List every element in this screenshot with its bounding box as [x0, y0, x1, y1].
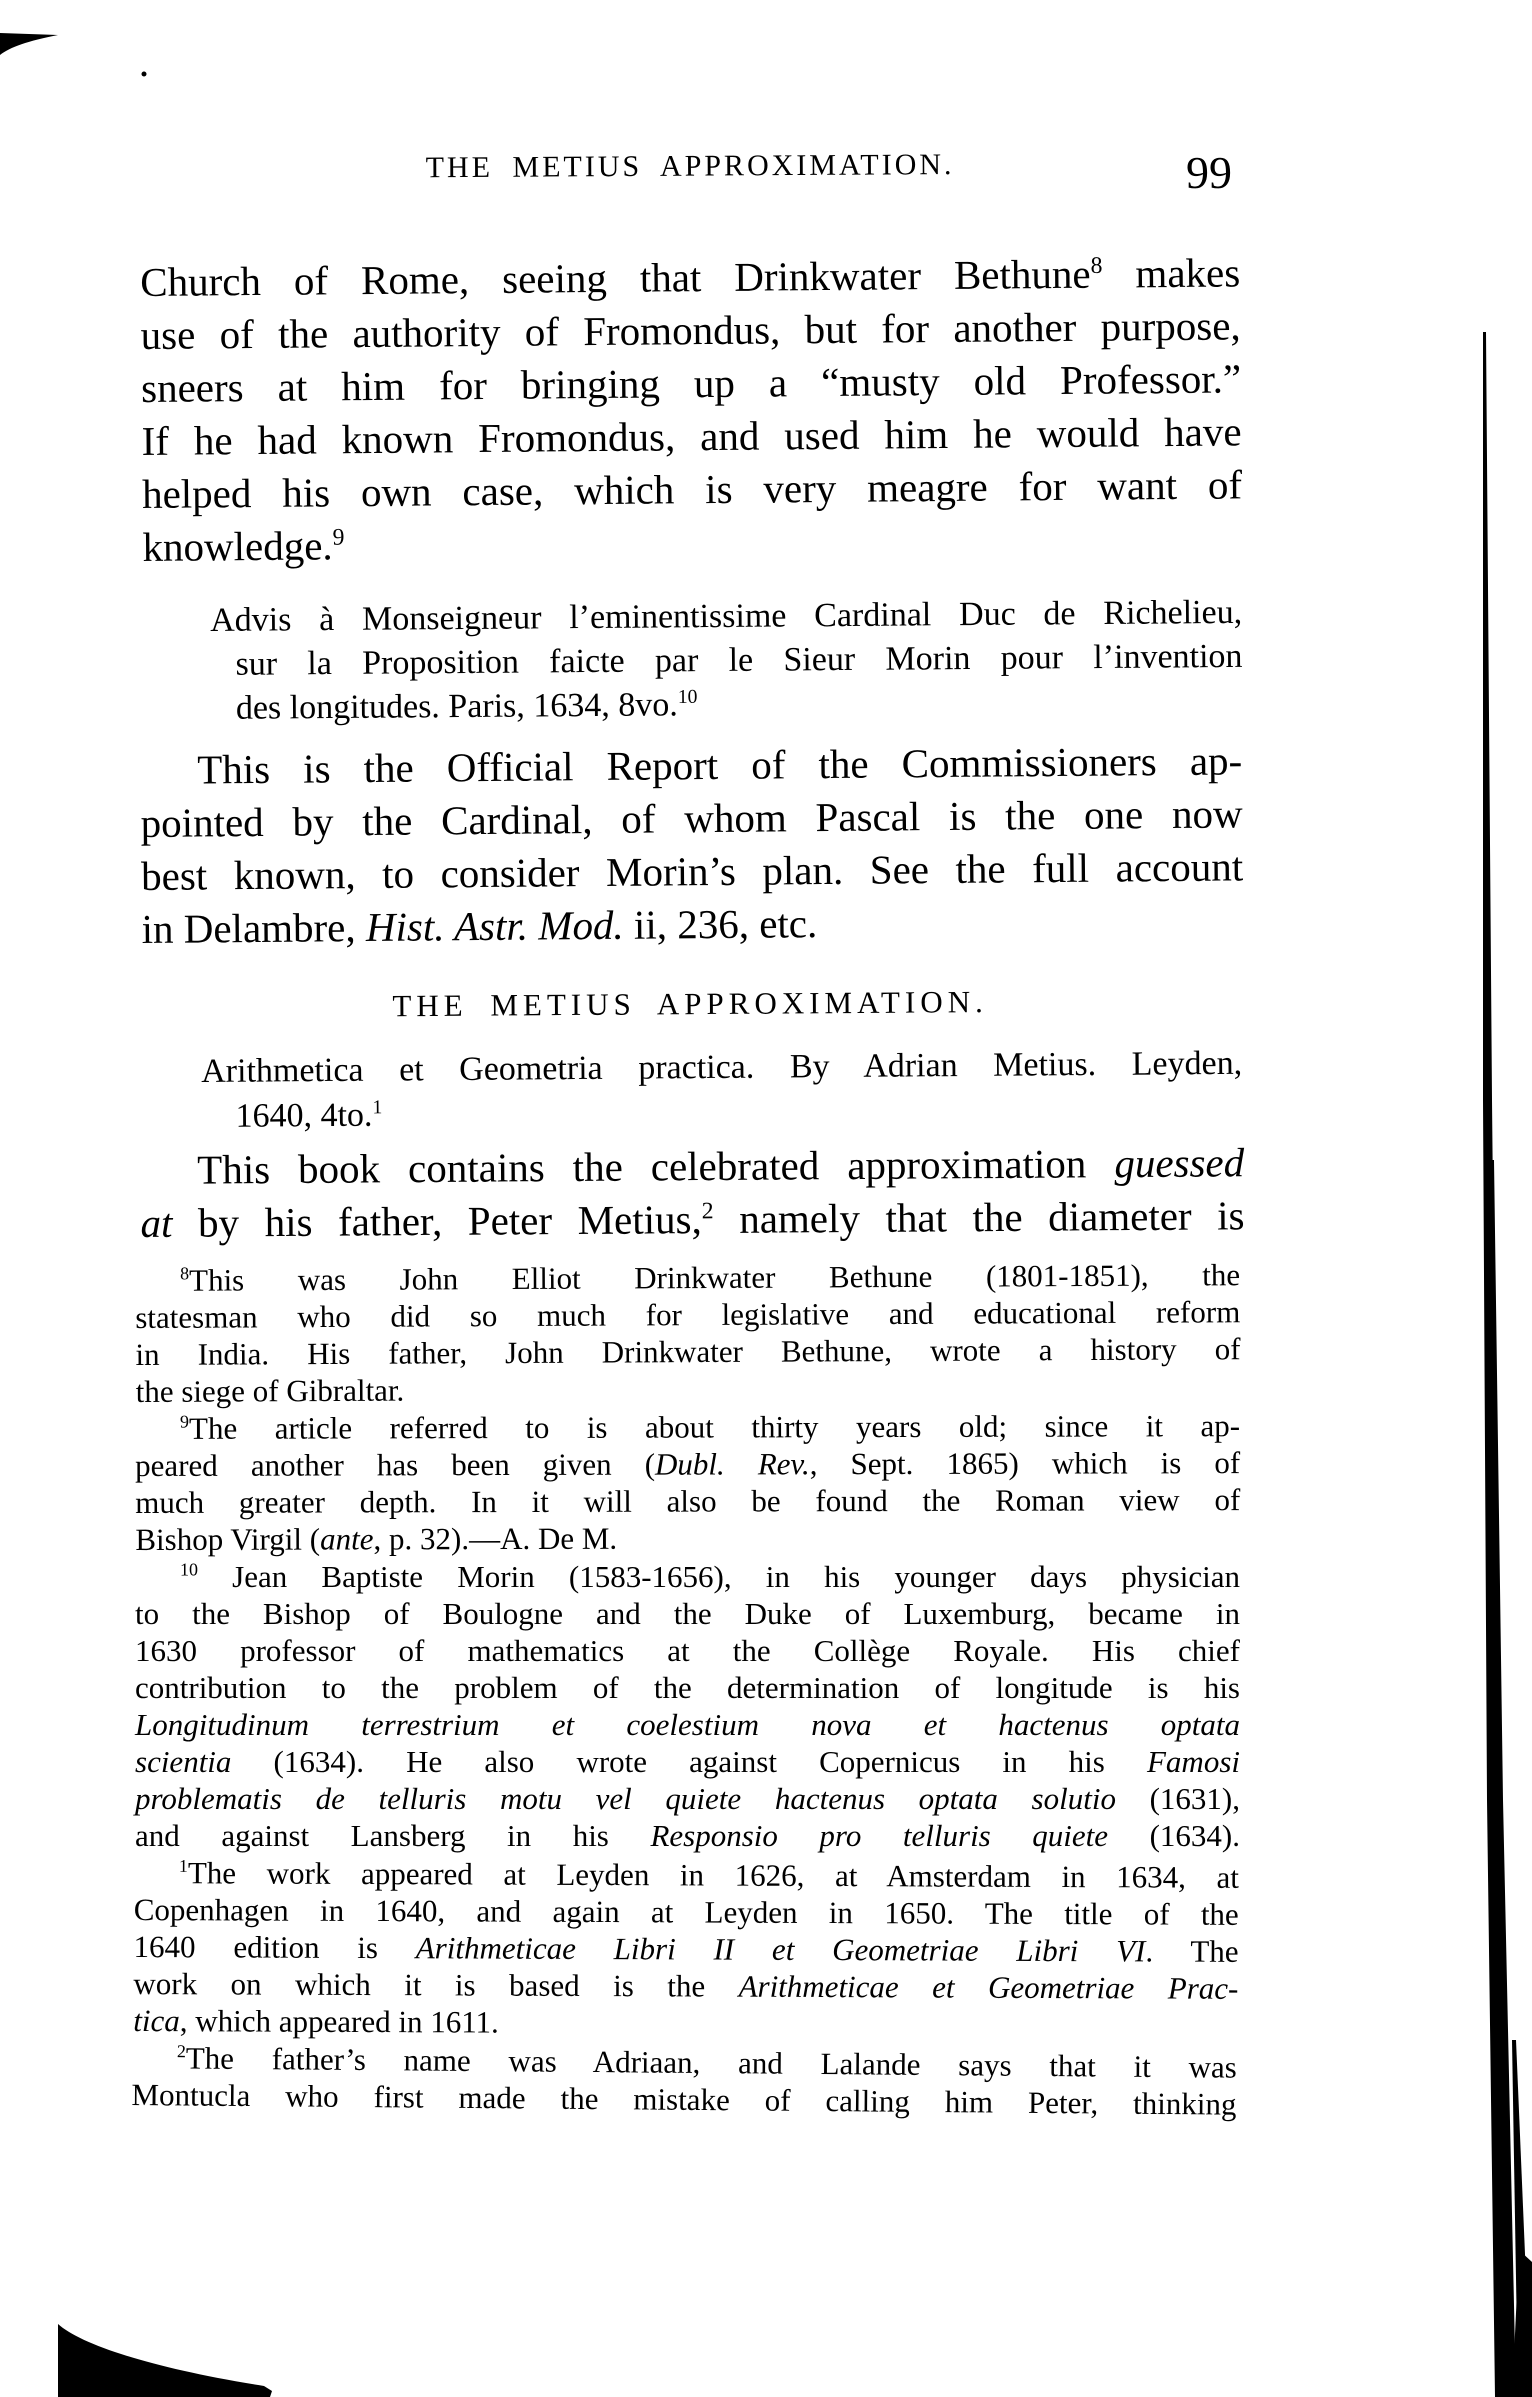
text-line: Advis à Monseigneur l’eminentissime Cardinal Duc de Richelieu, — [210, 593, 1243, 639]
text-line: pointed by the Cardinal, of whom Pascal is the one now — [140, 790, 1243, 846]
text-line: $^2$The father’s name was Adriaan, and Lalande says that it was — [176, 2040, 1237, 2085]
text-line: This is the Official Report of the Commissioners ap- — [197, 737, 1243, 793]
footnote-2 — [131, 2039, 1237, 2123]
text-line: statesman who did so much for legislative and educational reform — [135, 1294, 1241, 1335]
text-line: Longitudinum terrestrium et coelestium nova et hactenus optata — [135, 1707, 1240, 1742]
paragraph-official-report — [140, 734, 1244, 956]
text-line: 1640, 4to.$^1$ — [235, 1096, 383, 1135]
text-line: use of the authority of Fromondus, but for another purpose, — [140, 302, 1241, 358]
text-line: Copenhagen in 1640, and again at Leyden in 1650. The title of the — [133, 1891, 1239, 1932]
section-heading: THE METIUS APPROXIMATION. — [392, 984, 988, 1024]
page-number: 99 — [1186, 147, 1232, 198]
footnote-1 — [133, 1854, 1239, 2044]
text-line: at by his father, Peter Metius,$^2$ namely that the diameter is — [140, 1192, 1245, 1246]
text-line: des longitudes. Paris, 1634, 8vo.$^{10}$ — [235, 685, 698, 727]
text-line: 1630 professor of mathematics at the Collège Royale. His chief — [135, 1633, 1240, 1668]
text-line: This book contains the celebrated approximation guessed — [197, 1139, 1245, 1193]
text-line: in Delambre, Hist. Astr. Mod. ii, 236, etc. — [141, 900, 818, 952]
text-line: sur la Proposition faicte par le Sieur Morin pour l’invention — [235, 637, 1243, 683]
text-line: the siege of Gibraltar. — [135, 1372, 405, 1409]
text-line: peared another has been given (Dubl. Rev., Sept. 1865) which is of — [135, 1445, 1241, 1483]
text-line: knowledge.$^9$ — [142, 522, 345, 570]
text-line: 1640 edition is Arithmeticae Libri II et Geometriae Libri VI. The — [133, 1928, 1239, 1969]
text-line: scientia (1634). He also wrote against Copernicus in his Famosi — [135, 1744, 1240, 1779]
text-line: sneers at him for bringing up a “musty old Professor.” — [140, 355, 1242, 411]
text-line: If he had known Fromondus, and used him he would have — [141, 408, 1242, 464]
footnote-10 — [135, 1558, 1240, 1854]
text-line: best known, to consider Morin’s plan. See the full account — [140, 843, 1244, 899]
footnote-8 — [135, 1256, 1241, 1410]
text-line: $^9$The article referred to is about thirty years old; since it ap- — [180, 1408, 1241, 1446]
text-line: Arithmetica et Geometria practica. By Adrian Metius. Leyden, — [201, 1044, 1243, 1090]
text-line: Church of Rome, seeing that Drinkwater Bethune$^8$ makes — [140, 249, 1241, 305]
text-line: helped his own case, which is very meagre for want of — [141, 461, 1243, 517]
text-line: tica, which appeared in 1611. — [133, 2002, 499, 2040]
paragraph-this-book — [140, 1136, 1245, 1250]
scan-edge-line-1 — [1483, 332, 1506, 2397]
scan-edge-line-2 — [1492, 1160, 1516, 2397]
text-line: Montucla who first made the mistake of calling him Peter, thinking — [131, 2076, 1237, 2122]
text-line: work on which it is based is the Arithmeticae et Geometriae Prac- — [133, 1965, 1239, 2006]
running-title: THE METIUS APPROXIMATION. — [425, 148, 955, 185]
text-line: $^8$This was John Elliot Drinkwater Bethune (1801-1851), the — [180, 1257, 1241, 1298]
scan-speck — [142, 72, 147, 77]
text-line: $^{10}$ Jean Baptiste Morin (1583-1656), in his younger days physician — [180, 1559, 1240, 1594]
footnote-9 — [135, 1407, 1240, 1558]
text-line: contribution to the problem of the determination of longitude is his — [135, 1670, 1240, 1705]
text-line: Bishop Virgil (ante, p. 32).—A. De M. — [135, 1520, 618, 1557]
scan-edge-line-3 — [1512, 2040, 1531, 2397]
text-line: to the Bishop of Boulogne and the Duke of Luxemburg, became in — [135, 1596, 1240, 1631]
scan-smudge-bottom-left — [58, 2324, 272, 2397]
citation-advis — [210, 591, 1243, 731]
text-line: problematis de telluris motu vel quiete hactenus optata solutio (1631), — [135, 1781, 1240, 1816]
text-line: $^1$The work appeared at Leyden in 1626, at Amsterdam in 1634, at — [178, 1855, 1239, 1895]
scan-smudge-top-left — [0, 33, 58, 55]
text-line: in India. His father, John Drinkwater Bethune, wrote a history of — [135, 1331, 1241, 1372]
opening-paragraph — [140, 246, 1243, 574]
citation-arithmetica — [201, 1041, 1243, 1139]
text-line: and against Lansberg in his Responsio pro telluris quiete (1634). — [135, 1818, 1241, 1853]
text-line: much greater depth. In it will also be found the Roman view of — [135, 1482, 1241, 1520]
scan-edge-blot — [1512, 2250, 1532, 2397]
